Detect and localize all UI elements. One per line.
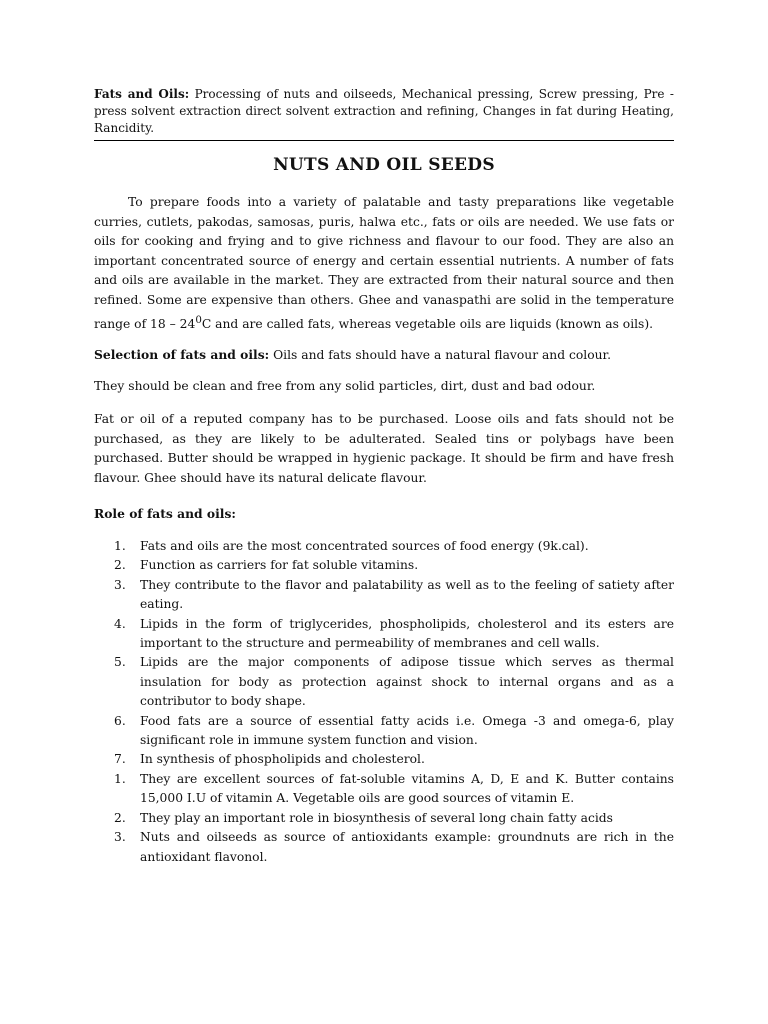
intro-superscript: 0 bbox=[195, 313, 202, 326]
role-heading bbox=[94, 504, 674, 525]
purchase-paragraph: Fat or oil of a reputed company has to be purchased. Loose oils and fats should not be purchased, as they are likely to be adulterated. Sealed tins or polybags have been purchased. Butter should be wrapped in hygienic package. It should be firm and have fresh flavour. Ghee should have its natural delicate flavour. bbox=[94, 412, 674, 485]
role-heading-text: Role of fats and oils: bbox=[94, 506, 236, 521]
list-item-text: They play an important role in biosynthesis of several long chain fatty acids bbox=[140, 810, 613, 825]
list-item-text: They contribute to the flavor and palatability as well as to the feeling of satiety after eating. bbox=[140, 577, 674, 612]
list-item-text: They are excellent sources of fat-soluble vitamins A, D, E and K. Butter contains 15,000 I.U of vitamin A. Vegetable oils are good sources of vitamin E. bbox=[140, 771, 674, 806]
list-item-number: 2. bbox=[114, 810, 126, 825]
selection-label: Selection of fats and oils: bbox=[94, 347, 270, 362]
list-item-text: In synthesis of phospholipids and cholesterol. bbox=[140, 752, 425, 767]
list-item-number: 5. bbox=[114, 655, 126, 670]
list-item-number: 6. bbox=[114, 713, 126, 728]
topic-header bbox=[94, 86, 674, 141]
list-item bbox=[94, 653, 674, 711]
header-label: Fats and Oils: bbox=[94, 87, 190, 101]
list-item-text: Lipids in the form of triglycerides, phospholipids, cholesterol and its esters are important to the structure and permeability of membranes and cell walls. bbox=[140, 616, 674, 651]
selection-text: Oils and fats should have a natural flavour and colour. bbox=[273, 348, 611, 362]
list-item bbox=[94, 556, 674, 575]
list-item bbox=[94, 828, 674, 867]
list-item-number: 1. bbox=[114, 539, 126, 553]
list-item-number: 1. bbox=[114, 771, 126, 786]
page-title: NUTS AND OIL SEEDS bbox=[273, 155, 495, 175]
roles-list bbox=[94, 537, 674, 867]
list-item-text: Nuts and oilseeds as source of antioxidants example: groundnuts are rich in the antioxidant flavonol. bbox=[140, 830, 674, 864]
list-item bbox=[94, 712, 674, 751]
list-item bbox=[94, 537, 674, 556]
list-item-number: 3. bbox=[114, 577, 126, 592]
list-item-text: Lipids are the major components of adipose tissue which serves as thermal insulation for body as protection against shock to internal organs and as a contributor to body shape. bbox=[140, 655, 674, 709]
intro-paragraph bbox=[94, 193, 674, 334]
list-item-text: Food fats are a source of essential fatty acids i.e. Omega -3 and omega-6, play significant role in immune system function and vision. bbox=[140, 713, 674, 748]
list-item-number: 3. bbox=[114, 830, 126, 845]
selection-paragraph bbox=[94, 345, 674, 366]
intro-text-end: C and are called fats, whereas vegetable oils are liquids (known as oils). bbox=[201, 316, 654, 331]
list-item bbox=[94, 750, 674, 769]
intro-text-main: To prepare foods into a variety of palatable and tasty preparations like vegetable curries, cutlets, pakodas, samosas, puris, halwa etc., fats or oils are needed. We use fats or oils for cooking and frying and to give richness and flavour to our food. They are also an important concentrated source of energy and certain essential nutrients. A number of fats and oils are available in the market. They are extracted from their natural source and then refined. Some are expensive than others. Ghee and vanaspathi are solid in the temperature range of 18 – 24 bbox=[94, 195, 674, 331]
list-item-text: Function as carriers for fat soluble vitamins. bbox=[140, 558, 419, 573]
list-item-text: Fats and oils are the most concentrated sources of food energy (9k.cal). bbox=[140, 539, 589, 553]
list-item bbox=[94, 576, 674, 615]
list-item-number: 2. bbox=[114, 558, 126, 573]
list-item bbox=[94, 615, 674, 654]
list-item-number: 7. bbox=[114, 752, 126, 767]
list-item bbox=[94, 770, 674, 809]
clean-paragraph: They should be clean and free from any solid particles, dirt, dust and bad odour. bbox=[94, 379, 596, 393]
list-item-number: 4. bbox=[114, 616, 126, 631]
list-item bbox=[94, 809, 674, 828]
header-text: Processing of nuts and oilseeds, Mechanical pressing, Screw pressing, Pre - press solvent extraction direct solvent extraction and refining, Changes in fat during Heating, Rancidity. bbox=[94, 87, 674, 135]
